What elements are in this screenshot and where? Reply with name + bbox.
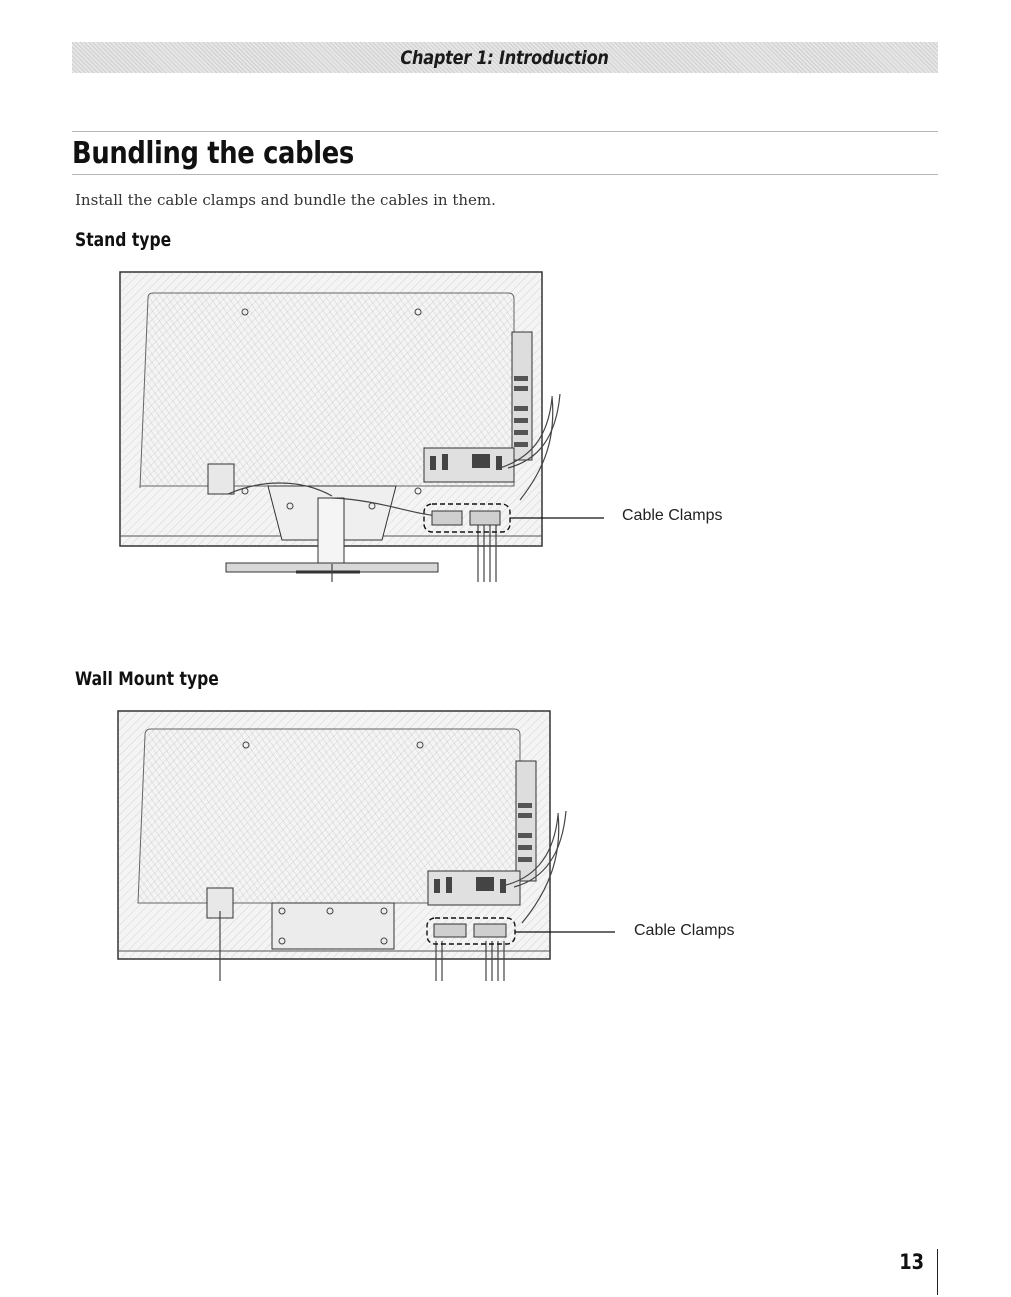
section-heading-wall-mount: Wall Mount type [75,668,219,690]
intro-text: Install the cable clamps and bundle the cables in them. [75,191,496,209]
wall-mount-type-figure [0,705,1011,985]
stand-type-figure [0,268,1011,588]
page-number: 13 [899,1250,925,1274]
page-title: Bundling the cables [72,136,354,171]
title-rule-top [72,131,938,132]
cable-clamps-label-stand: Cable Clamps [622,507,723,524]
stand-type-illustration [0,268,1011,588]
chapter-title: Chapter 1: Introduction [400,46,610,69]
cable-clamps-label-wall-mount: Cable Clamps [634,922,735,939]
wall-mount-type-illustration [0,705,1011,985]
chapter-banner [72,42,938,73]
page-number-rule [937,1249,938,1295]
section-heading-stand: Stand type [75,229,172,251]
title-rule-bottom [72,174,938,175]
